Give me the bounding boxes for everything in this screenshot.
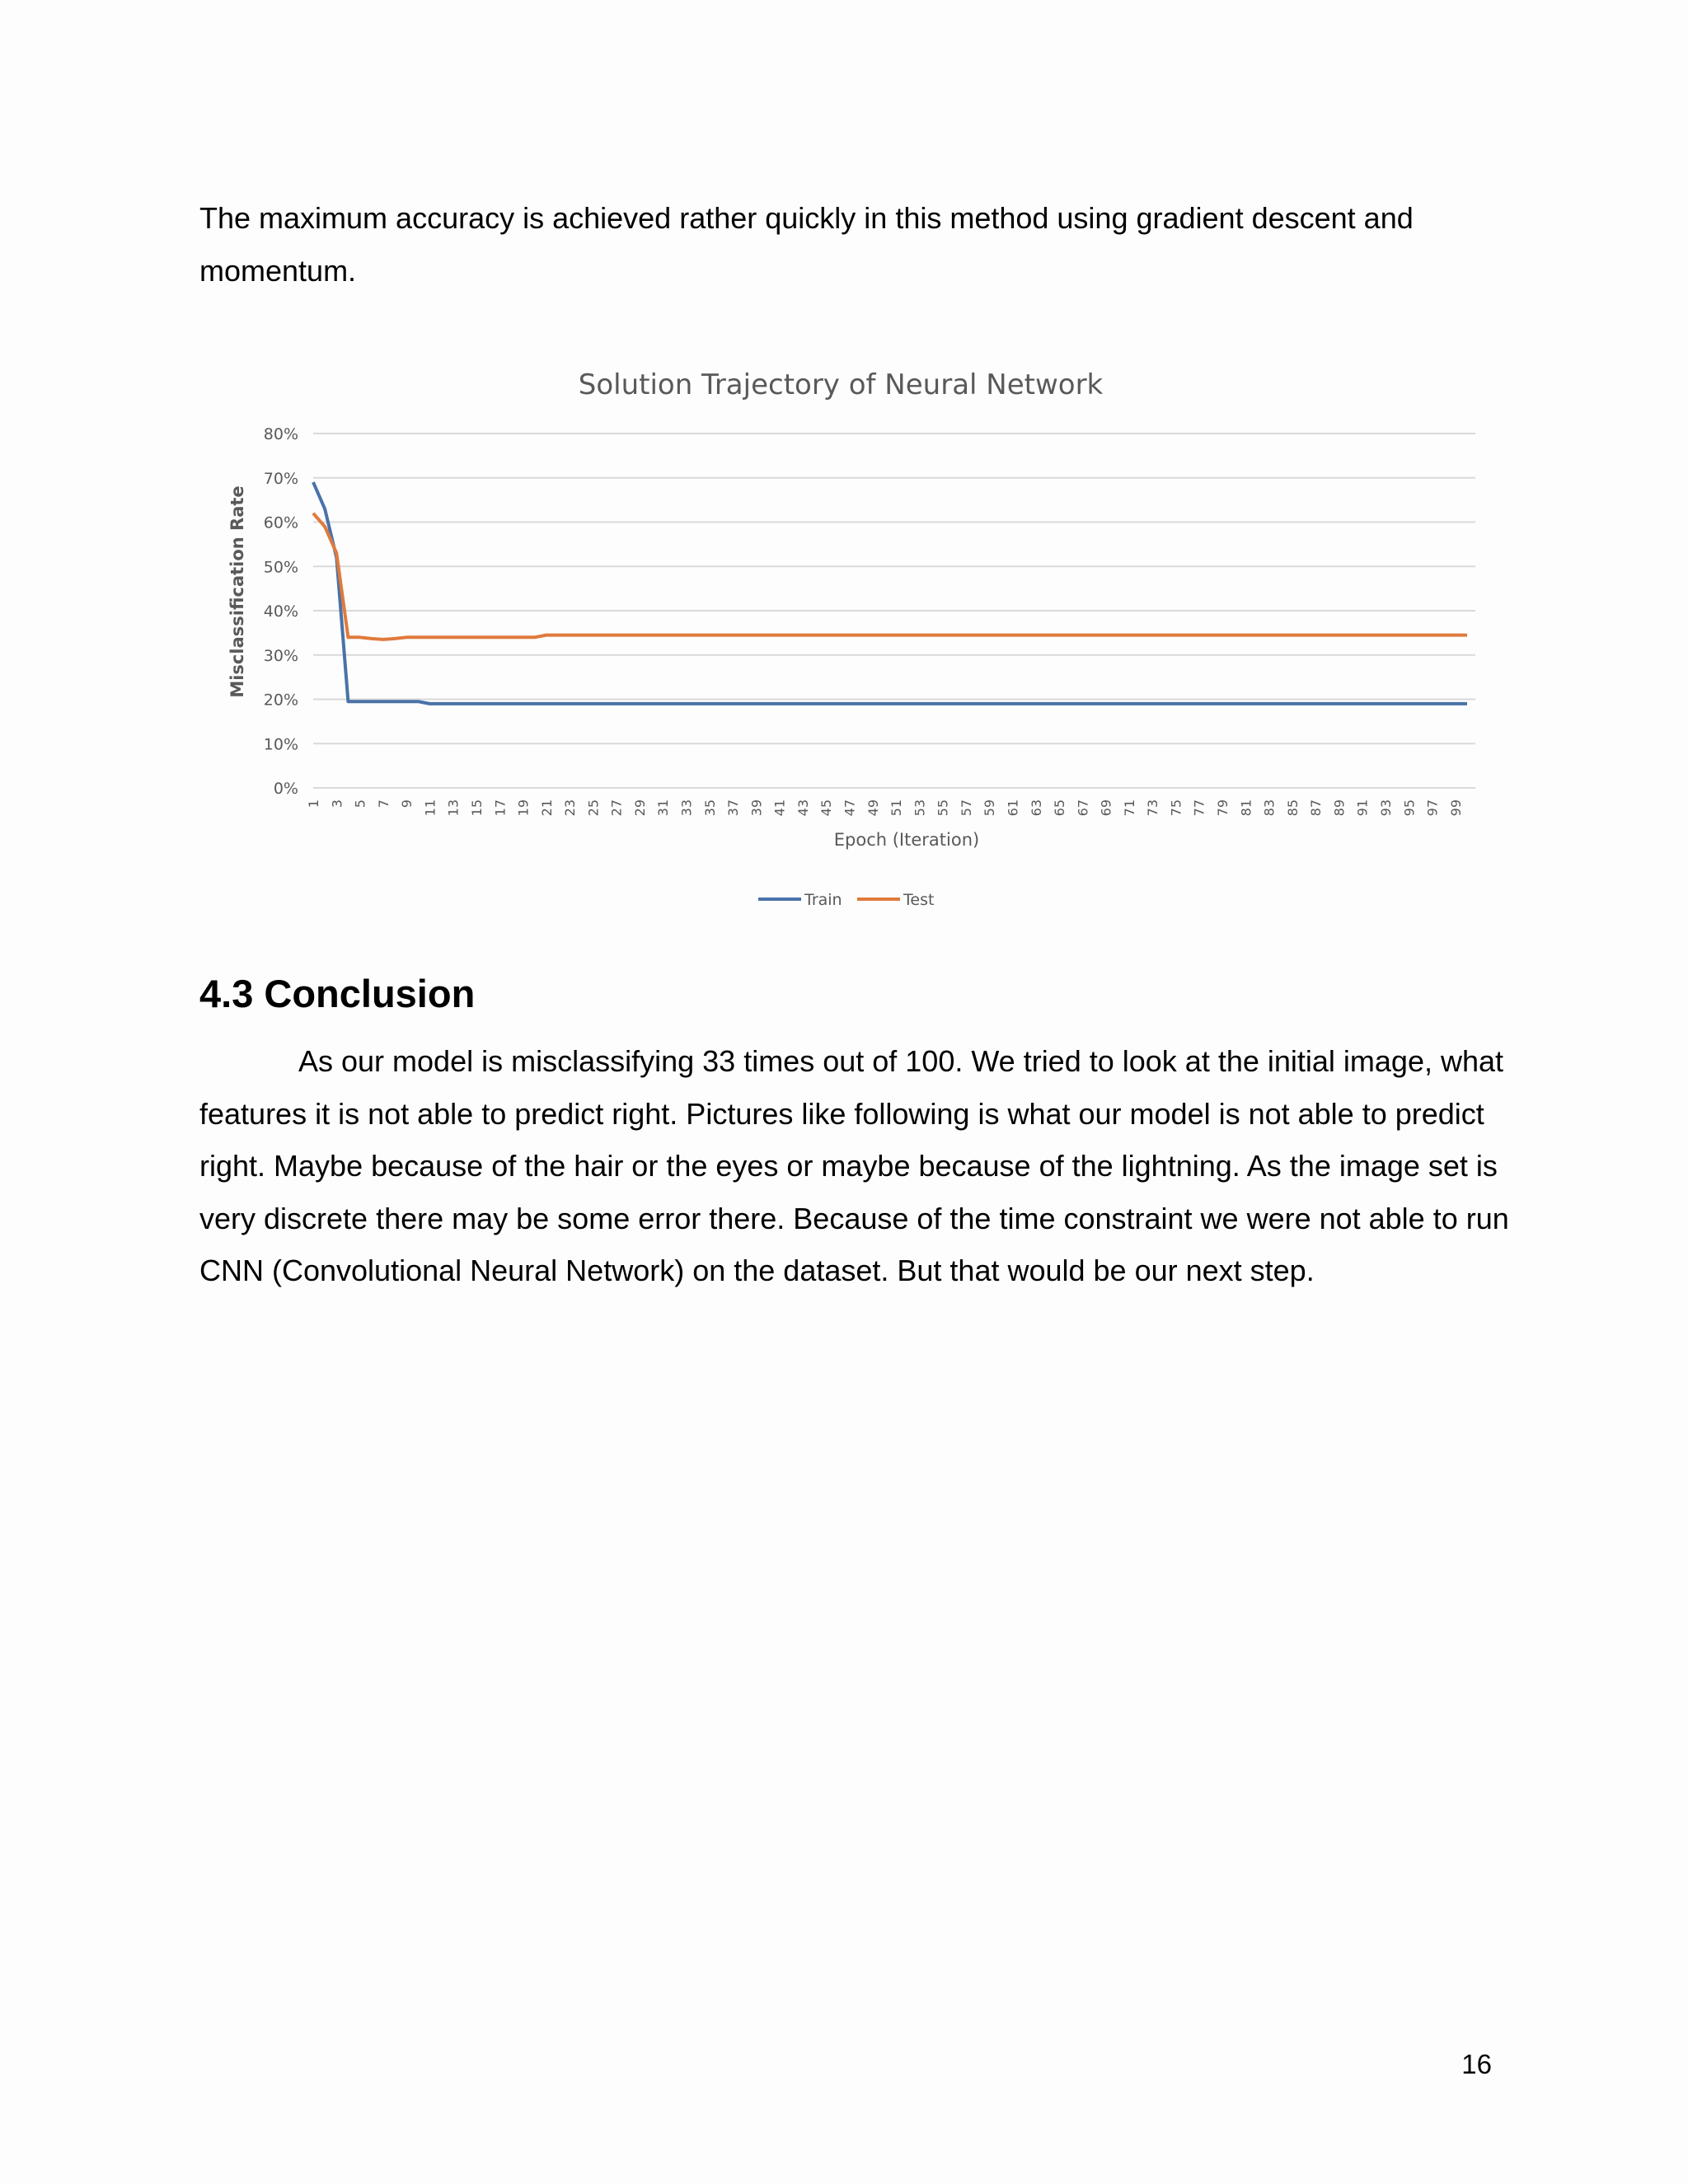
legend-label-train: Train: [804, 891, 842, 909]
legend-label-test: Test: [903, 891, 935, 909]
y-axis-ticks: [264, 425, 298, 798]
x-tick-label: 55: [935, 799, 951, 817]
chart-title: Solution Trajectory of Neural Network: [578, 368, 1104, 401]
x-tick-label: 69: [1098, 799, 1114, 817]
x-tick-label: 63: [1028, 799, 1044, 817]
x-tick-label: 49: [865, 799, 881, 817]
x-tick-label: 99: [1447, 799, 1464, 817]
x-tick-label: 5: [352, 799, 368, 808]
x-tick-label: 27: [608, 799, 625, 817]
y-axis-label: Misclassification Rate: [227, 485, 247, 698]
x-tick-label: 97: [1424, 799, 1441, 817]
x-tick-label: 13: [445, 799, 462, 817]
x-tick-label: 31: [655, 799, 672, 817]
x-tick-label: 39: [748, 799, 765, 817]
section-heading: 4.3 Conclusion: [199, 972, 476, 1015]
x-tick-label: 41: [771, 799, 788, 817]
x-tick-label: 35: [701, 799, 718, 817]
y-tick-label: 30%: [263, 646, 298, 665]
x-axis-ticks: [306, 799, 1464, 816]
page-number: 16: [1461, 2049, 1492, 2079]
x-tick-label: 81: [1238, 799, 1254, 817]
x-tick-label: 23: [562, 799, 579, 817]
y-tick-label: 10%: [263, 735, 298, 754]
y-tick-label: 80%: [263, 425, 298, 443]
x-tick-label: 9: [399, 799, 415, 808]
series-line-test: [313, 513, 1467, 640]
x-tick-label: 7: [375, 799, 392, 808]
x-tick-label: 77: [1191, 799, 1207, 817]
x-tick-label: 21: [538, 799, 555, 817]
x-tick-label: 95: [1401, 799, 1418, 817]
x-tick-label: 47: [842, 799, 858, 817]
x-axis-label: Epoch (Iteration): [833, 830, 980, 850]
y-tick-label: 40%: [263, 602, 298, 621]
y-tick-label: 70%: [263, 469, 298, 488]
x-tick-label: 87: [1308, 799, 1325, 817]
chart-series: [313, 482, 1467, 704]
x-tick-label: 67: [1075, 799, 1091, 817]
x-tick-label: 91: [1354, 799, 1371, 817]
line-chart: [198, 353, 1497, 921]
x-tick-label: 1: [306, 799, 321, 808]
x-tick-label: 93: [1378, 799, 1395, 817]
x-tick-label: 71: [1121, 799, 1137, 817]
series-line-train: [313, 482, 1467, 704]
x-tick-label: 65: [1052, 799, 1068, 817]
y-tick-label: 20%: [263, 691, 298, 710]
x-tick-label: 53: [912, 799, 928, 817]
intro-paragraph: The maximum accuracy is achieved rather quickly in this method using gradient descent and momentum.: [199, 201, 1414, 288]
x-tick-label: 37: [725, 799, 742, 817]
x-tick-label: 19: [515, 799, 532, 817]
x-tick-label: 25: [585, 799, 602, 817]
x-tick-label: 79: [1215, 799, 1231, 817]
x-tick-label: 43: [795, 799, 811, 817]
x-tick-label: 89: [1331, 799, 1348, 817]
chart-legend: [758, 891, 934, 909]
x-tick-label: 3: [329, 799, 345, 808]
x-tick-label: 57: [958, 799, 974, 817]
x-tick-label: 75: [1168, 799, 1184, 817]
x-tick-label: 73: [1145, 799, 1161, 817]
x-tick-label: 83: [1261, 799, 1278, 817]
x-tick-label: 61: [1005, 799, 1021, 817]
conclusion-paragraph: As our model is misclassifying 33 times out of 100. We tried to look at the initial image, what features it is not able to predict right. Pictures like following is what our model is not able to predict right. Maybe because of the hair or the eyes or maybe because of the lightning. As the image set is very discrete there may be some error there. Because of the time constraint we were not able to run CNN (Convolutional Neural Network) on the dataset. But that would be our next step.: [199, 1044, 1509, 1287]
x-tick-label: 45: [818, 799, 835, 817]
chart-gridlines: [313, 434, 1475, 788]
x-tick-label: 29: [631, 799, 648, 817]
x-tick-label: 85: [1284, 799, 1301, 817]
x-tick-label: 51: [889, 799, 905, 817]
y-tick-label: 0%: [273, 780, 298, 798]
x-tick-label: 11: [422, 799, 438, 817]
x-tick-label: 15: [468, 799, 485, 817]
x-tick-label: 33: [678, 799, 695, 817]
y-tick-label: 50%: [263, 558, 298, 577]
x-tick-label: 59: [982, 799, 998, 817]
x-tick-label: 17: [492, 799, 509, 817]
y-tick-label: 60%: [263, 513, 298, 532]
